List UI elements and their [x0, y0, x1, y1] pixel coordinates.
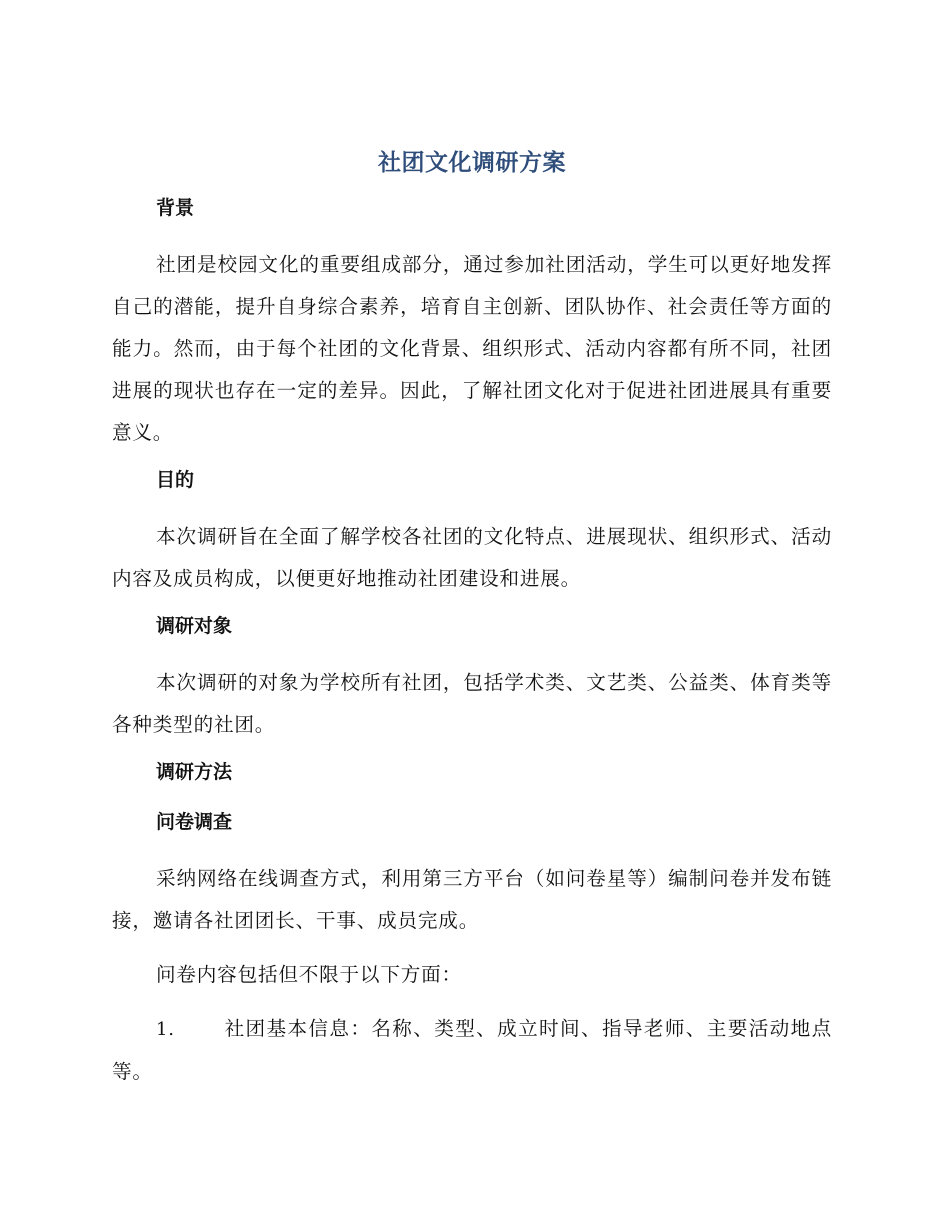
background-paragraph: 社团是校园文化的重要组成部分，通过参加社团活动，学生可以更好地发挥自己的潜能，提升自身综合素养，培育自主创新、团队协作、社会责任等方面的能力。然而，由于每个社团的文化背景、组织形式、活动内容都有所不同，社团进展的现状也存在一定的差异。因此，了解社团文化对于促进社团进展具有重要意义。 [112, 253, 832, 444]
questionnaire-paragraph: 采纳网络在线调查方式，利用第三方平台（如问卷星等）编制问卷并发布链接，邀请各社团团长、干事、成员完成。 [112, 867, 832, 932]
list-item [112, 1008, 832, 1093]
document-body [112, 146, 832, 1093]
section-heading-methods: 调研方法 [156, 761, 233, 783]
section-heading-questionnaire: 问卷调查 [156, 811, 233, 833]
section-heading-purpose: 目的 [156, 469, 195, 491]
list-item-number: 1. [156, 1019, 175, 1040]
document-title: 社团文化调研方案 [378, 150, 566, 176]
section-heading-subjects: 调研对象 [156, 615, 233, 637]
list-item-text: 社团基本信息：名称、类型、成立时间、指导老师、主要活动地点等。 [112, 1017, 832, 1083]
subjects-paragraph: 本次调研的对象为学校所有社团，包括学术类、文艺类、公益类、体育类等各种类型的社团。 [112, 671, 832, 736]
section-heading-background: 背景 [156, 197, 195, 219]
questionnaire-intro: 问卷内容包括但不限于以下方面： [156, 963, 462, 986]
purpose-paragraph: 本次调研旨在全面了解学校各社团的文化特点、进展现状、组织形式、活动内容及成员构成，以便更好地推动社团建设和进展。 [112, 525, 832, 590]
